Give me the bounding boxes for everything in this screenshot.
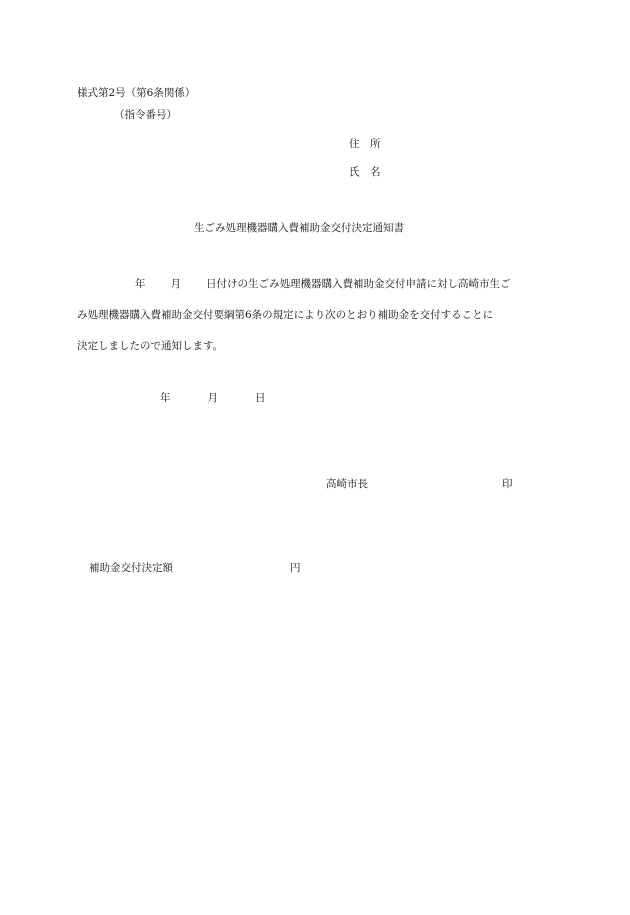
date-line: [160, 391, 266, 405]
name-label: 氏 名: [349, 166, 381, 178]
amount-label: 補助金交付決定額: [89, 562, 173, 574]
body-year-label: 年: [135, 278, 146, 290]
body-text: [77, 277, 559, 370]
body-line-3: 決定しましたので通知します。: [77, 340, 224, 352]
amount-unit: 円: [290, 562, 301, 574]
mayor-line: [326, 477, 513, 491]
mayor-title: 高崎市長: [326, 478, 368, 490]
body-line-1: [77, 277, 559, 291]
document-title: 生ごみ処理機器購入費補助金交付決定通知書: [194, 222, 404, 234]
designation-number: （指令番号）: [114, 109, 177, 121]
body-line-2: み処理機器購入費補助金交付要綱第6条の規定により次のとおり補助金を交付することに: [77, 309, 494, 321]
seal-mark: 印: [502, 478, 513, 490]
address-label: 住 所: [349, 138, 381, 150]
date-month-label: 月: [207, 392, 218, 404]
body-line-1-text: 日付けの生ごみ処理機器購入費補助金交付申請に対し高崎市生ご: [206, 278, 511, 290]
date-year-label: 年: [160, 392, 171, 404]
form-number: 様式第2号（第6条関係）: [77, 87, 196, 99]
date-day-label: 日: [255, 392, 266, 404]
body-month-label: 月: [170, 278, 181, 290]
amount-line: [89, 561, 301, 575]
